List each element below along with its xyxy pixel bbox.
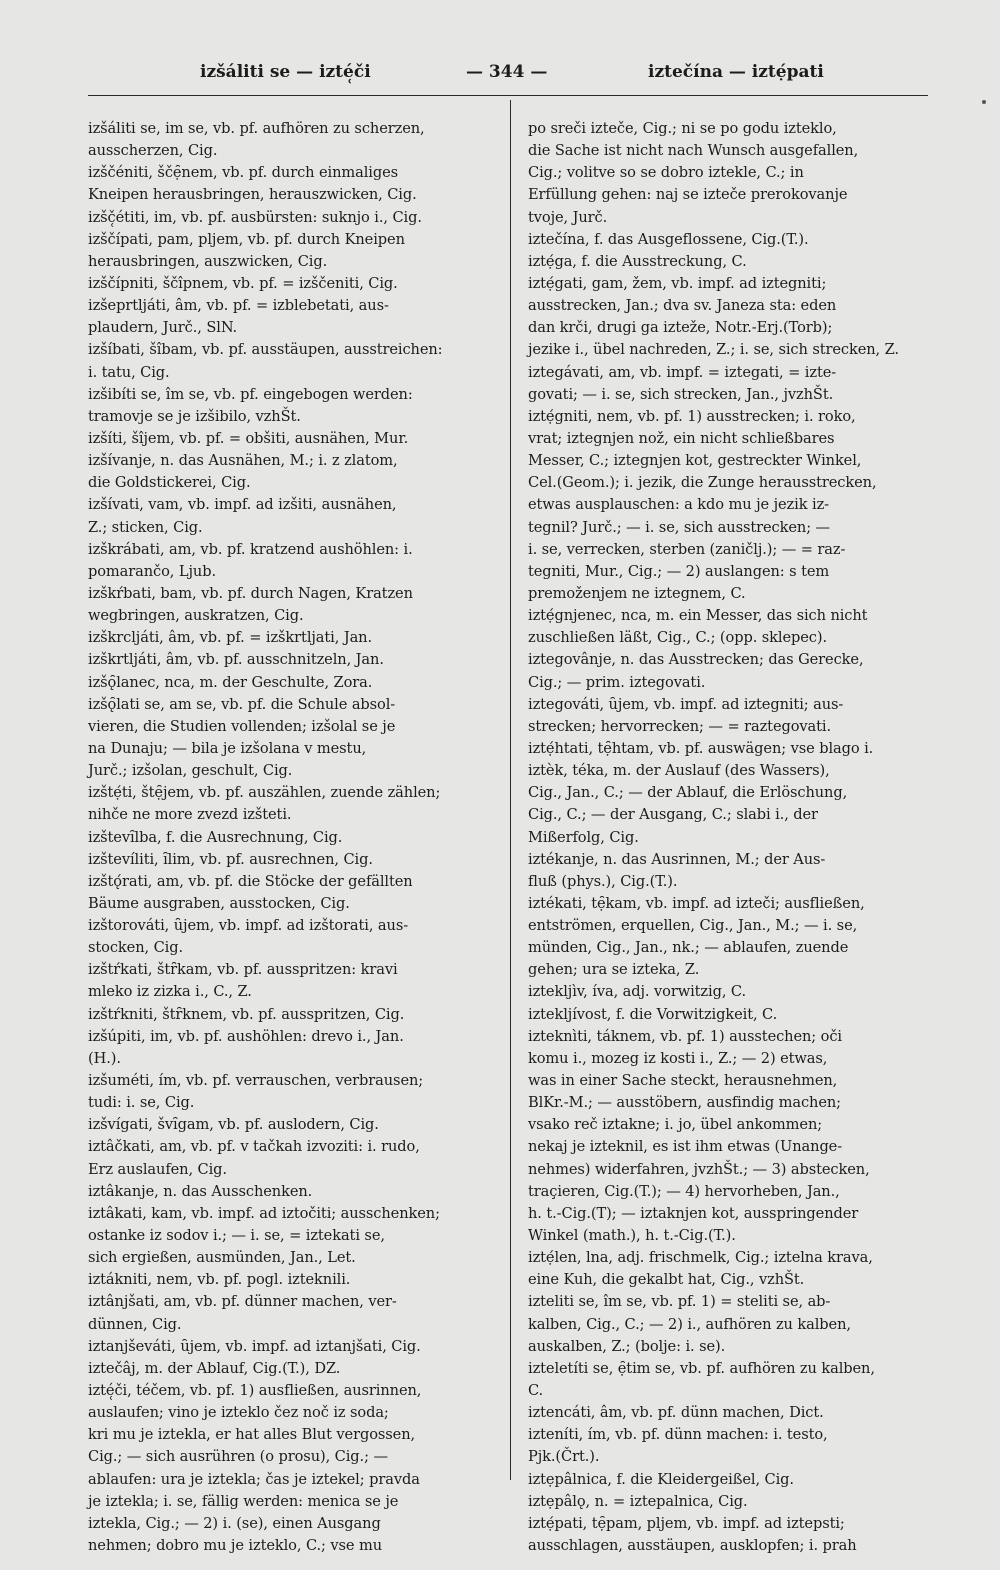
dictionary-line: münden, Cig., Jan., nk.; — ablaufen, zuende bbox=[528, 939, 849, 957]
dictionary-line: izštevȋlba, f. die Ausrechnung, Cig. bbox=[88, 828, 343, 846]
dictionary-line: Cel.(Geom.); i. jezik, die Zunge herausstrecken, bbox=[528, 474, 877, 492]
dictionary-line: iztegovânje, n. das Ausstrecken; das Gerecke, bbox=[528, 651, 864, 669]
dictionary-line: izškŕbati, bam, vb. pf. durch Nagen, Kratzen bbox=[88, 584, 413, 602]
margin-speck bbox=[982, 100, 986, 104]
dictionary-line: na Dunaju; — bila je izšolana v mestu, bbox=[88, 739, 367, 757]
dictionary-line: ostanke iz sodov i.; — i. se, = iztekati se, bbox=[88, 1227, 385, 1245]
dictionary-line: Mißerfolg, Cig. bbox=[528, 828, 639, 846]
dictionary-line: iztẹ́gniti, nem, vb. pf. 1) ausstrecken; i. roko, bbox=[528, 407, 856, 425]
dictionary-line: ablaufen: ura je iztekla; čas je iztekel; pravda bbox=[88, 1470, 420, 1488]
dictionary-line: izštŕkati, štȓkam, vb. pf. ausspritzen: kravi bbox=[88, 961, 398, 979]
dictionary-line: sich ergießen, ausmünden, Jan., Let. bbox=[88, 1249, 356, 1267]
dictionary-line: ausschlagen, ausstäupen, ausklopfen; i. prah bbox=[528, 1537, 857, 1554]
dictionary-line: iztečâj, m. der Ablauf, Cig.(T.), DZ. bbox=[88, 1359, 341, 1377]
dictionary-line: plaudern, Jurč., SlN. bbox=[88, 319, 238, 337]
dictionary-line: iztečína, f. das Ausgeflossene, Cig.(T.). bbox=[528, 230, 809, 248]
dictionary-line: po sreči izteče, Cig.; ni se po godu izteklo, bbox=[528, 120, 837, 137]
running-header bbox=[88, 62, 928, 90]
dictionary-line: vsako reč iztakne; i. jo, übel ankommen; bbox=[528, 1116, 823, 1134]
dictionary-line: izščípniti, ščîpnem, vb. pf. = izščeniti, Cig. bbox=[88, 274, 398, 292]
dictionary-line: nehmen; dobro mu je izteklo, C.; vse mu bbox=[88, 1537, 383, 1554]
dictionary-line: was in einer Sache steckt, herausnehmen, bbox=[528, 1072, 838, 1090]
dictionary-line: iztegováti, ȗjem, vb. impf. ad iztegniti; aus- bbox=[528, 695, 844, 713]
dictionary-line: h. t.-Cig.(T); — iztaknjen kot, ausspringender bbox=[528, 1204, 859, 1222]
dictionary-line: eine Kuh, die gekalbt hat, Cig., vzhŠt. bbox=[528, 1271, 805, 1289]
dictionary-line: izškrtljáti, âm, vb. pf. ausschnitzeln, Jan. bbox=[88, 651, 384, 669]
dictionary-line: izšuméti, ím, vb. pf. verrauschen, verbrausen; bbox=[88, 1072, 424, 1090]
dictionary-line: iztẹ́ga, f. die Ausstreckung, C. bbox=[528, 252, 747, 270]
dictionary-line: izšǫ̑lati se, am se, vb. pf. die Schule absol- bbox=[88, 695, 396, 713]
dictionary-line: izšíti, šîjem, vb. pf. = obšiti, ausnähen, Mur. bbox=[88, 429, 409, 447]
dictionary-line: iztencáti, âm, vb. pf. dünn machen, Dict. bbox=[528, 1404, 824, 1422]
dictionary-line: Z.; sticken, Cig. bbox=[88, 518, 203, 536]
dictionary-line: tegniti, Mur., Cig.; — 2) auslangen: s tem bbox=[528, 562, 830, 580]
dictionary-line: tramovje se je izšibilo, vzhŠt. bbox=[88, 407, 301, 425]
dictionary-line: auskalben, Z.; (bolje: i. se). bbox=[528, 1337, 726, 1355]
dictionary-line: Cig., C.; — der Ausgang, C.; slabi i., der bbox=[528, 806, 818, 824]
dictionary-line: izšíbati, šîbam, vb. pf. ausstäupen, ausstreichen: bbox=[88, 341, 443, 359]
column-divider bbox=[510, 100, 511, 1480]
left-column bbox=[88, 118, 506, 1557]
dictionary-line: izškrábati, am, vb. pf. kratzend aushöhlen: i. bbox=[88, 540, 413, 558]
dictionary-line: zuschließen läßt, Cig., C.; (opp. sklepec). bbox=[528, 629, 827, 647]
dictionary-line: izšúpiti, im, vb. pf. aushöhlen: drevo i., Jan. bbox=[88, 1027, 404, 1045]
dictionary-line: izštǫ́rati, am, vb. pf. die Stöcke der gefällten bbox=[88, 872, 413, 890]
dictionary-line: iztẹ́gati, gam, žem, vb. impf. ad iztegniti; bbox=[528, 274, 827, 292]
right-column bbox=[528, 118, 946, 1557]
dictionary-line: izté̜či, téčem, vb. pf. 1) ausfließen, ausrinnen, bbox=[88, 1382, 422, 1400]
dictionary-line: izščéniti, ščẹ̑nem, vb. pf. durch einmaliges bbox=[88, 164, 399, 182]
header-left-guideword: izšáliti se — izté̜či bbox=[200, 62, 371, 82]
dictionary-line: izšívati, vam, vb. impf. ad izšiti, ausnähen, bbox=[88, 496, 397, 514]
dictionary-line: Pjk.(Črt.). bbox=[528, 1448, 600, 1466]
dictionary-line: tudi: i. se, Cig. bbox=[88, 1094, 195, 1112]
dictionary-line: iztâčkati, am, vb. pf. v tačkah izvoziti: i. rudo, bbox=[88, 1138, 420, 1156]
dictionary-line: Erfüllung gehen: naj se izteče prerokovanje bbox=[528, 186, 848, 204]
dictionary-line: iztẹ́pati, tẹ̑pam, pljem, vb. impf. ad iztepsti; bbox=[528, 1514, 845, 1532]
dictionary-line: entströmen, erquellen, Cig., Jan., M.; — i. se, bbox=[528, 917, 858, 935]
dictionary-line: tegnil? Jurč.; — i. se, sich ausstrecken; — bbox=[528, 518, 831, 536]
dictionary-line: izštŕkniti, štȓknem, vb. pf. ausspritzen, Cig. bbox=[88, 1005, 405, 1023]
dictionary-line: Erz auslaufen, Cig. bbox=[88, 1160, 227, 1178]
dictionary-line: izšvígati, švȋgam, vb. pf. auslodern, Cig. bbox=[88, 1116, 379, 1134]
dictionary-line: strecken; hervorrecken; — = raztegovati. bbox=[528, 717, 832, 735]
dictionary-line: stocken, Cig. bbox=[88, 939, 183, 957]
dictionary-line: izteliti se, îm se, vb. pf. 1) = steliti se, ab- bbox=[528, 1293, 831, 1311]
dictionary-line: iztékanje, n. das Ausrinnen, M.; der Aus- bbox=[528, 850, 826, 868]
dictionary-line: iztékati, tẹ̑kam, vb. impf. ad izteči; ausfließen, bbox=[528, 894, 865, 912]
dictionary-line: Bäume ausgraben, ausstocken, Cig. bbox=[88, 894, 350, 912]
dictionary-line: Cig.; — prim. iztegovati. bbox=[528, 673, 706, 691]
dictionary-line: iztekljívost, f. die Vorwitzigkeit, C. bbox=[528, 1005, 778, 1023]
dictionary-line: Jurč.; izšolan, geschult, Cig. bbox=[88, 762, 293, 780]
dictionary-line: vrat; iztegnjen nož, ein nicht schließbares bbox=[528, 429, 835, 447]
dictionary-line: iztekla, Cig.; — 2) i. (se), einen Ausgang bbox=[88, 1514, 381, 1532]
dictionary-line: ausscherzen, Cig. bbox=[88, 142, 218, 160]
dictionary-line: izštorováti, ȗjem, vb. impf. ad izštorati, aus- bbox=[88, 917, 409, 935]
dictionary-line: izštevíliti, ȋlim, vb. pf. ausrechnen, Cig. bbox=[88, 850, 373, 868]
header-right-guideword: iztečína — iztẹ́pati bbox=[648, 62, 824, 82]
dictionary-line: ausstrecken, Jan.; dva sv. Janeza sta: eden bbox=[528, 297, 837, 315]
dictionary-line: mleko iz zizka i., C., Z. bbox=[88, 983, 252, 1001]
dictionary-line: izštẹ́ti, štẹ̑jem, vb. pf. auszählen, zuende zählen; bbox=[88, 784, 441, 802]
dictionary-line: iztâkanje, n. das Ausschenken. bbox=[88, 1182, 313, 1200]
dictionary-line: iztẹ́len, lna, adj. frischmelk, Cig.; iztelna krava, bbox=[528, 1249, 873, 1267]
dictionary-line: je iztekla; i. se, fällig werden: menica se je bbox=[88, 1492, 399, 1510]
dictionary-line: iztekljìv, íva, adj. vorwitzig, C. bbox=[528, 983, 746, 1001]
dictionary-line: traçieren, Cig.(T.); — 4) hervorheben, Jan., bbox=[528, 1182, 840, 1200]
dictionary-line: nihče ne more zvezd izšteti. bbox=[88, 806, 292, 824]
dictionary-line: herausbringen, auszwicken, Cig. bbox=[88, 252, 328, 270]
dictionary-line: Cig.; — sich ausrühren (o prosu), Cig.; — bbox=[88, 1448, 388, 1466]
dictionary-line: iztẹ́htati, tẹ̑htam, vb. pf. auswägen; vse blago i. bbox=[528, 739, 874, 757]
dictionary-line: iztẹ́gnjenec, nca, m. ein Messer, das sich nicht bbox=[528, 607, 868, 625]
dictionary-line: Winkel (math.), h. t.-Cig.(T.). bbox=[528, 1227, 736, 1245]
dictionary-line: etwas ausplauschen: a kdo mu je jezik iz- bbox=[528, 496, 829, 514]
dictionary-line: izteletíti se, ẹ̑tim se, vb. pf. aufhören zu kalben, bbox=[528, 1359, 875, 1377]
dictionary-line: fluß (phys.), Cig.(T.). bbox=[528, 872, 678, 890]
dictionary-line: Cig., Jan., C.; — der Ablauf, die Erlöschung, bbox=[528, 784, 848, 802]
dictionary-line: Cig.; volitve so se dobro iztekle, C.; in bbox=[528, 164, 804, 182]
dictionary-line: vieren, die Studien vollenden; izšolal se je bbox=[88, 717, 396, 735]
dictionary-line: iztegávati, am, vb. impf. = iztegati, = izte- bbox=[528, 363, 837, 381]
dictionary-line: izteknìti, táknem, vb. pf. 1) ausstechen; oči bbox=[528, 1027, 842, 1045]
header-rule bbox=[88, 95, 928, 96]
dictionary-line: izškrcljáti, âm, vb. pf. = izškrtljati, Jan. bbox=[88, 629, 373, 647]
dictionary-line: izšč̜étiti, im, vb. pf. ausbürsten: suknjo i., Cig. bbox=[88, 208, 422, 226]
dictionary-line: gehen; ura se izteka, Z. bbox=[528, 961, 700, 979]
dictionary-line: iztẹpâlnica, f. die Kleidergeißel, Cig. bbox=[528, 1470, 794, 1488]
dictionary-line: kalben, Cig., C.; — 2) i., aufhören zu kalben, bbox=[528, 1315, 851, 1333]
dictionary-line: i. tatu, Cig. bbox=[88, 363, 170, 381]
dictionary-line: izšívanje, n. das Ausnähen, M.; i. z zlatom, bbox=[88, 452, 398, 470]
dictionary-line: jezike i., übel nachreden, Z.; i. se, sich strecken, Z. bbox=[528, 341, 899, 359]
dictionary-line: dünnen, Cig. bbox=[88, 1315, 182, 1333]
dictionary-line: iztẹpâlǫ, n. = iztepalnica, Cig. bbox=[528, 1492, 748, 1510]
dictionary-line: nehmes) widerfahren, jvzhŠt.; — 3) abstecken, bbox=[528, 1160, 870, 1178]
dictionary-line: wegbringen, auskratzen, Cig. bbox=[88, 607, 304, 625]
page-number: — 344 — bbox=[466, 62, 548, 82]
dictionary-line: izšáliti se, im se, vb. pf. aufhören zu scherzen, bbox=[88, 120, 425, 137]
dictionary-line: i. se, verrecken, sterben (zaničlj.); — = raz- bbox=[528, 540, 846, 558]
dictionary-line: komu i., mozeg iz kosti i., Z.; — 2) etwas, bbox=[528, 1049, 828, 1067]
dictionary-line: tvoje, Jurč. bbox=[528, 208, 608, 226]
dictionary-line: die Goldstickerei, Cig. bbox=[88, 474, 251, 492]
dictionary-line: izteníti, ím, vb. pf. dünn machen: i. testo, bbox=[528, 1426, 828, 1444]
dictionary-line: izšibíti se, îm se, vb. pf. eingebogen werden: bbox=[88, 385, 413, 403]
dictionary-line: izšǫ̑lanec, nca, m. der Geschulte, Zora. bbox=[88, 673, 373, 691]
dictionary-line: nekaj je izteknil, es ist ihm etwas (Unange- bbox=[528, 1138, 843, 1156]
dictionary-line: pomarančo, Ljub. bbox=[88, 562, 216, 580]
dictionary-line: BlKr.-M.; — ausstöbern, ausfindig machen; bbox=[528, 1094, 841, 1112]
dictionary-line: iztanjševáti, ȗjem, vb. impf. ad iztanjšati, Cig. bbox=[88, 1337, 421, 1355]
dictionary-line: Kneipen herausbringen, herauszwicken, Cig. bbox=[88, 186, 417, 204]
dictionary-line: C. bbox=[528, 1382, 544, 1400]
dictionary-line: govati; — i. se, sich strecken, Jan., jvzhŠt. bbox=[528, 385, 834, 403]
dictionary-line: dan krči, drugi ga izteže, Notr.-Erj.(Torb); bbox=[528, 319, 833, 337]
dictionary-line: izščípati, pam, pljem, vb. pf. durch Kneipen bbox=[88, 230, 405, 248]
dictionary-line: auslaufen; vino je izteklo čez noč iz soda; bbox=[88, 1404, 389, 1422]
dictionary-line: kri mu je iztekla, er hat alles Blut vergossen, bbox=[88, 1426, 416, 1444]
dictionary-line: premoženjem ne iztegnem, C. bbox=[528, 584, 746, 602]
dictionary-line: iztákniti, nem, vb. pf. pogl. izteknili. bbox=[88, 1271, 351, 1289]
dictionary-line: die Sache ist nicht nach Wunsch ausgefallen, bbox=[528, 142, 859, 160]
dictionary-line: iztâkati, kam, vb. impf. ad iztočiti; ausschenken; bbox=[88, 1204, 440, 1222]
dictionary-line: izšeprtljáti, âm, vb. pf. = izblebetati, aus- bbox=[88, 297, 389, 315]
dictionary-line: Messer, C.; iztegnjen kot, gestreckter Winkel, bbox=[528, 452, 862, 470]
dictionary-line: iztèk, téka, m. der Auslauf (des Wassers), bbox=[528, 762, 830, 780]
dictionary-line: (H.). bbox=[88, 1049, 121, 1067]
dictionary-line: iztânjšati, am, vb. pf. dünner machen, ver- bbox=[88, 1293, 397, 1311]
